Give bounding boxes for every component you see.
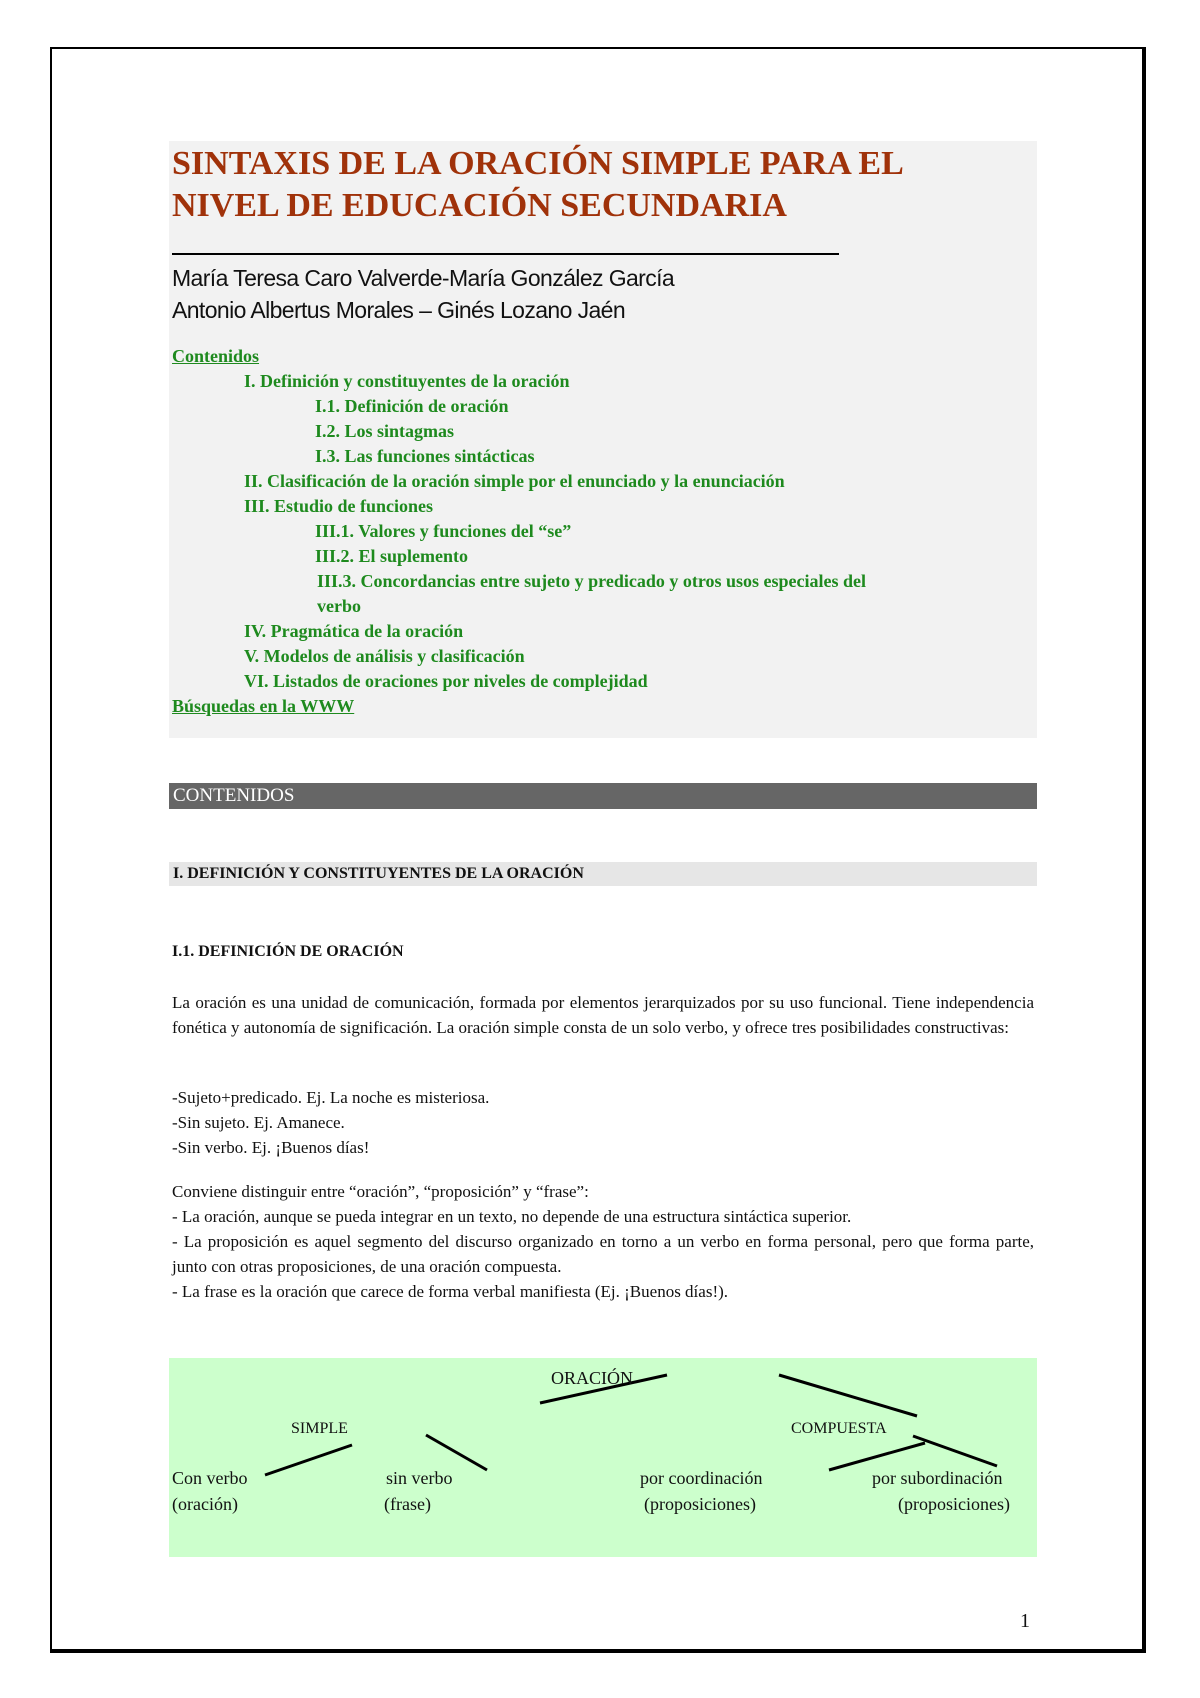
diagram-node-subordinacion-sub: (proposiciones) xyxy=(898,1494,1010,1514)
table-of-contents xyxy=(172,344,1012,719)
toc-link-web[interactable]: Búsquedas en la WWW xyxy=(172,696,355,716)
subsection-heading-i1: I.1. DEFINICIÓN DE ORACIÓN xyxy=(172,943,404,960)
toc-link-v[interactable]: V. Modelos de análisis y clasificación xyxy=(244,646,525,666)
list-item: -Sujeto+predicado. Ej. La noche es misteriosa. xyxy=(172,1088,490,1107)
diagram-node-con-verbo: Con verbo xyxy=(172,1468,248,1488)
page-number: 1 xyxy=(1020,1610,1030,1632)
diagram-node-sin-verbo: sin verbo xyxy=(386,1468,453,1488)
author-line-2: Antonio Albertus Morales – Ginés Lozano Jaén xyxy=(172,297,626,323)
list-possibilities xyxy=(172,1085,1034,1160)
paragraph-line: - La frase es la oración que carece de forma verbal manifiesta (Ej. ¡Buenos días!). xyxy=(172,1282,729,1301)
title-line-1: SINTAXIS DE LA ORACIÓN SIMPLE PARA EL xyxy=(172,145,904,182)
toc-link-i2[interactable]: I.2. Los sintagmas xyxy=(315,421,455,441)
paragraph-line: Conviene distinguir entre “oración”, “proposición” y “frase”: xyxy=(172,1182,589,1201)
list-item: -Sin verbo. Ej. ¡Buenos días! xyxy=(172,1138,370,1157)
toc-link-iii1[interactable]: III.1. Valores y funciones del “se” xyxy=(315,521,572,541)
diagram-node-con-verbo-sub: (oración) xyxy=(172,1494,238,1514)
diagram-node-coordinacion: por coordinación xyxy=(640,1468,763,1488)
diagram-node-simple: SIMPLE xyxy=(291,1420,348,1437)
title-rule xyxy=(172,253,839,255)
toc-link-i[interactable]: I. Definición y constituyentes de la oración xyxy=(244,371,570,391)
sentence-classification-diagram xyxy=(169,1358,1037,1557)
paragraph-line: - La proposición es aquel segmento del discurso organizado en torno a un verbo en forma personal, pero que forma parte, junto con otras proposiciones, de una oración compuesta. xyxy=(172,1232,1034,1276)
connector-simple-sin-verbo xyxy=(426,1435,487,1470)
list-item: -Sin sujeto. Ej. Amanece. xyxy=(172,1113,345,1132)
diagram-node-coordinacion-sub: (proposiciones) xyxy=(644,1494,756,1514)
toc-link-iii[interactable]: III. Estudio de funciones xyxy=(244,496,434,516)
diagram-node-subordinacion: por subordinación xyxy=(872,1468,1003,1488)
diagram-node-oracion: ORACIÓN xyxy=(551,1368,634,1388)
title-line-2: NIVEL DE EDUCACIÓN SECUNDARIA xyxy=(172,187,787,224)
toc-link-i3[interactable]: I.3. Las funciones sintácticas xyxy=(315,446,535,466)
diagram-node-sin-verbo-sub: (frase) xyxy=(384,1494,431,1514)
connector-compuesta-subordinacion xyxy=(913,1436,997,1466)
paragraph-line: - La oración, aunque se pueda integrar en un texto, no depende de una estructura sintáctica superior. xyxy=(172,1207,852,1226)
toc-link-i1[interactable]: I.1. Definición de oración xyxy=(315,396,509,416)
toc-link-ii[interactable]: II. Clasificación de la oración simple por el enunciado y la enunciación xyxy=(244,471,785,491)
toc-link-iii3[interactable]: III.3. Concordancias entre sujeto y predicado y otros usos especiales del xyxy=(317,571,866,591)
toc-heading-link[interactable]: Contenidos xyxy=(172,346,260,366)
section-heading-i: I. DEFINICIÓN Y CONSTITUYENTES DE LA ORACIÓN xyxy=(169,862,1037,886)
paragraph-distinctions xyxy=(172,1179,1034,1304)
section-bar-contenidos: CONTENIDOS xyxy=(169,783,1037,809)
authors xyxy=(172,262,674,326)
toc-link-iii3-cont[interactable]: verbo xyxy=(317,596,361,616)
document-title xyxy=(172,143,1022,227)
connector-simple-con-verbo xyxy=(265,1445,352,1475)
diagram-node-compuesta: COMPUESTA xyxy=(791,1420,887,1437)
toc-link-vi[interactable]: VI. Listados de oraciones por niveles de complejidad xyxy=(244,671,648,691)
toc-link-iv[interactable]: IV. Pragmática de la oración xyxy=(244,621,464,641)
paragraph-definition: La oración es una unidad de comunicación, formada por elementos jerarquizados por su uso funcional. Tiene independencia fonética y autonomía de significación. La oración simple consta de un solo verbo, y ofrece tres posibilidades constructivas: xyxy=(172,993,1034,1037)
toc-link-iii2[interactable]: III.2. El suplemento xyxy=(315,546,469,566)
author-line-1: María Teresa Caro Valverde-María González García xyxy=(172,265,675,291)
connector-root-compuesta xyxy=(779,1375,917,1416)
